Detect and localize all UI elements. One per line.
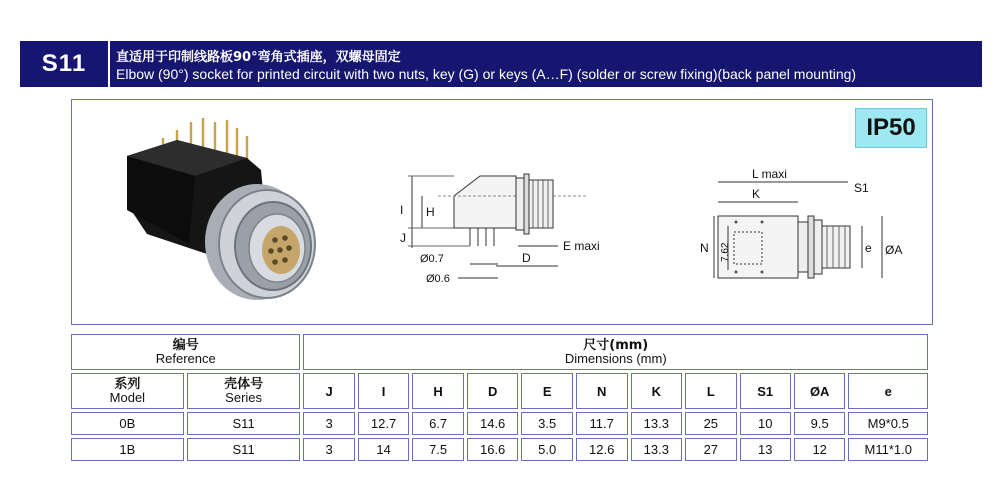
- dimensions-header: 尺寸(mm) Dimensions (mm): [303, 334, 928, 370]
- cell-model: 1B: [71, 438, 184, 461]
- connector-photo: [117, 114, 347, 314]
- cell-series: S11: [187, 412, 301, 435]
- column-header: S1: [740, 373, 791, 409]
- column-header: H: [412, 373, 463, 409]
- dim-label-E: E maxi: [563, 239, 600, 253]
- cell-value: 14: [358, 438, 410, 461]
- dim-label-K: K: [752, 187, 761, 201]
- cell-value: 12.7: [358, 412, 410, 435]
- title-chinese: 直适用于印制线路板90°弯角式插座，双螺母固定: [116, 50, 401, 65]
- reference-header: 编号 Reference: [71, 334, 300, 370]
- cell-value: 12: [794, 438, 846, 461]
- dim-label-d07: Ø0.7: [420, 253, 444, 265]
- dim-label-pitch: 7.62: [720, 242, 731, 262]
- column-header: E: [521, 373, 572, 409]
- dim-label-L: L maxi: [752, 167, 787, 181]
- column-header: L: [685, 373, 736, 409]
- cell-value: 7.5: [412, 438, 463, 461]
- cell-value: 3: [303, 438, 354, 461]
- cell-value: 16.6: [467, 438, 519, 461]
- cell-value: 13: [740, 438, 791, 461]
- dim-label-S1: S1: [854, 181, 869, 195]
- cell-value: M11*1.0: [848, 438, 928, 461]
- table-row: [71, 438, 928, 461]
- dim-label-D: D: [522, 251, 531, 265]
- column-header: K: [631, 373, 683, 409]
- dim-label-A: ØA: [885, 243, 903, 257]
- dim-label-e: e: [865, 241, 872, 255]
- cell-value: 11.7: [576, 412, 628, 435]
- cell-value: 14.6: [467, 412, 519, 435]
- cell-value: M9*0.5: [848, 412, 928, 435]
- top-view-drawing: [652, 166, 912, 296]
- cell-value: 12.6: [576, 438, 628, 461]
- column-header: e: [848, 373, 928, 409]
- dimensions-table: [68, 331, 931, 464]
- ip-rating-badge: IP50: [855, 108, 927, 148]
- cell-series: S11: [187, 438, 301, 461]
- cell-value: 3.5: [521, 412, 572, 435]
- column-header: D: [467, 373, 519, 409]
- dim-label-J: J: [400, 231, 406, 245]
- cell-value: 13.3: [631, 438, 683, 461]
- cell-value: 5.0: [521, 438, 572, 461]
- figure-panel: [71, 99, 933, 325]
- series-code: S11: [20, 41, 110, 87]
- cell-model: 0B: [71, 412, 184, 435]
- dim-label-I: I: [400, 203, 404, 217]
- dim-label-d06: Ø0.6: [426, 273, 450, 285]
- title-english: Elbow (90°) socket for printed circuit with two nuts, key (G) or keys (A…F) (solder or screw fixing)(back panel mounting): [116, 66, 857, 82]
- series-header: 壳体号 Series: [187, 373, 301, 409]
- dim-label-N: N: [700, 241, 709, 255]
- cell-value: 25: [685, 412, 736, 435]
- model-header: 系列 Model: [71, 373, 184, 409]
- column-header: ØA: [794, 373, 846, 409]
- column-header: N: [576, 373, 628, 409]
- table-row: [71, 412, 928, 435]
- cell-value: 27: [685, 438, 736, 461]
- side-view-drawing: [398, 166, 638, 296]
- column-header: I: [358, 373, 410, 409]
- cell-value: 9.5: [794, 412, 846, 435]
- cell-value: 10: [740, 412, 791, 435]
- dim-label-H: H: [426, 205, 435, 219]
- cell-value: 13.3: [631, 412, 683, 435]
- title-banner: [20, 41, 982, 87]
- cell-value: 3: [303, 412, 354, 435]
- column-header: J: [303, 373, 354, 409]
- cell-value: 6.7: [412, 412, 463, 435]
